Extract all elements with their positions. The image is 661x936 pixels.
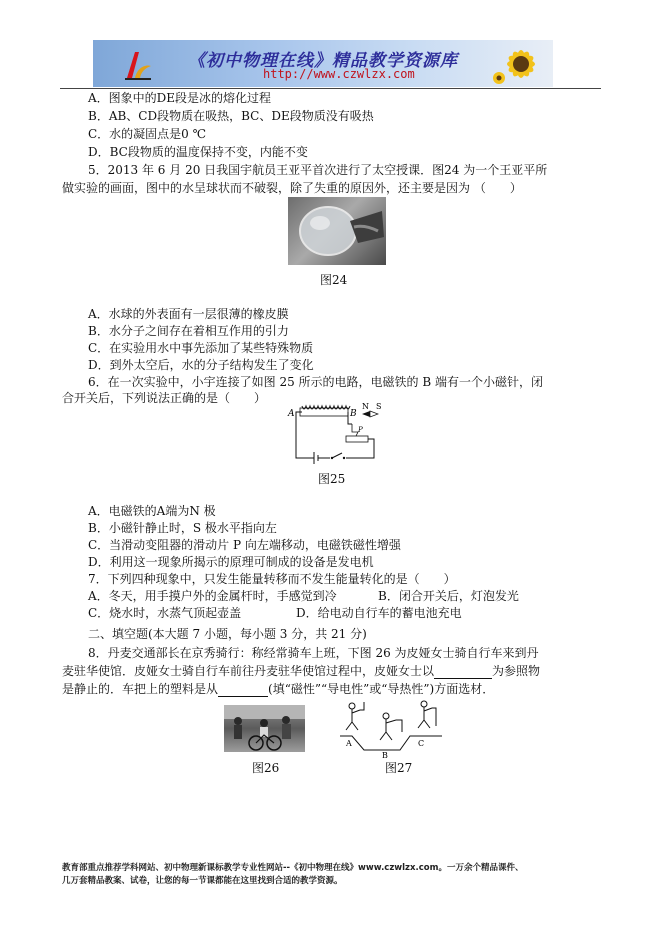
q7-option-c: C．烧水时，水蒸气顶起壶盖 <box>88 606 242 620</box>
header-banner <box>93 40 553 87</box>
fig27-label-a: A <box>346 739 352 748</box>
figure-27-drawing <box>338 698 444 758</box>
q5-option-a: A．水球的外表面有一层很薄的橡皮膜 <box>88 307 289 321</box>
banner-url[interactable]: http://www.czwlzx.com <box>263 67 415 81</box>
figure-26-caption: 图26 <box>252 761 280 775</box>
circuit-label-p: P <box>358 426 363 434</box>
q4-option-b: B．AB、CD段物质在吸热，BC、DE段物质没有吸热 <box>88 109 374 123</box>
q5-option-d: D．到外太空后，水的分子结构发生了变化 <box>88 358 314 372</box>
q5-stem-line1: 5．2013 年 6 月 20 日我国宇航员王亚平首次进行了太空授课．图24 为一个王亚平所 <box>88 163 548 177</box>
q8-blank-1[interactable] <box>434 666 492 679</box>
q8-stem-line2 <box>62 663 540 679</box>
q5-option-c: C．在实验用水中事先添加了某些特殊物质 <box>88 341 314 355</box>
circuit-label-a: A <box>288 409 295 419</box>
site-logo-icon <box>123 48 153 80</box>
fig27-label-b: B <box>382 751 388 758</box>
page-footer <box>62 862 622 888</box>
q4-option-a: A．图象中的DE段是冰的熔化过程 <box>88 91 272 105</box>
circuit-label-s: S <box>376 402 382 411</box>
q4-option-d: D．BC段物质的温度保持不变，内能不变 <box>88 145 308 159</box>
figure-24-caption: 图24 <box>320 273 348 287</box>
q6-stem-line2: 合开关后，下列说法正确的是（ ） <box>62 391 267 405</box>
banner-title: 《初中物理在线》精品教学资源库 <box>188 51 458 71</box>
q8-line3-tail: (填“磁性”“导电性”或“导热性”)方面选材． <box>268 682 495 696</box>
q6-option-b: B．小磁针静止时，S 极水平指向左 <box>88 521 277 535</box>
fig27-label-c: C <box>418 739 425 748</box>
q6-option-d: D．利用这一现象所揭示的原理可制成的设备是发电机 <box>88 555 374 569</box>
q6-option-a: A．电磁铁的A端为N 极 <box>88 504 216 518</box>
footer-line-1: 教育部重点推荐学科网站、初中物理新课标教学专业性网站--《初中物理在线》www.czwlzx.com。一万余个精品课件、 <box>62 863 524 873</box>
figure-24-photo <box>288 197 386 265</box>
q8-line2-tail: 为参照物 <box>492 664 541 678</box>
header-rule <box>60 88 601 89</box>
section-heading-fill-in: 二、填空题(本大题 7 小题，每小题 3 分，共 21 分) <box>88 627 367 641</box>
q7-option-d: D．给电动自行车的蓄电池充电 <box>296 606 462 620</box>
figure-27-caption: 图27 <box>385 761 413 775</box>
q4-option-c: C．水的凝固点是0 ℃ <box>88 127 207 141</box>
q6-stem-line1: 6．在一次实验中，小宇连接了如图 25 所示的电路，电磁铁的 B 端有一个小磁针，闭 <box>88 375 543 389</box>
q8-stem-line3 <box>62 681 494 697</box>
figure-25-caption: 图25 <box>318 472 346 486</box>
q8-line3-text: 是静止的．车把上的塑料是从 <box>62 682 219 696</box>
q8-line2-text: 麦驻华使馆．皮娅女士骑自行车前往丹麦驻华使馆过程中，皮娅女士以 <box>62 664 435 678</box>
q7-option-a: A．冬天，用手摸户外的金属杆时，手感觉到冷 <box>88 589 337 603</box>
q5-option-b: B．水分子之间存在着相互作用的引力 <box>88 324 289 338</box>
q7-stem: 7．下列四种现象中，只发生能量转移而不发生能量转化的是（ ） <box>88 572 456 586</box>
q8-stem-line1: 8．丹麦交通部长在京秀骑行：称经常骑车上班，下图 26 为皮娅女士骑自行车来到丹 <box>88 646 539 660</box>
circuit-label-b: B <box>350 409 357 419</box>
figure-26-photo <box>224 705 305 752</box>
q8-blank-2[interactable] <box>218 684 268 697</box>
sunflower-icon <box>491 42 549 86</box>
circuit-label-n: N <box>362 402 369 411</box>
q7-option-b: B．闭合开关后，灯泡发光 <box>378 589 519 603</box>
q5-stem-line2: 做实验的画面，图中的水呈球状而不破裂，除了失重的原因外，还主要是因为 （ ） <box>62 181 522 195</box>
footer-line-2: 几万套精品教案、试卷，让您的每一节课都能在这里找到合适的教学资源。 <box>62 876 343 886</box>
figure-25-circuit <box>280 402 390 464</box>
q6-option-c: C．当滑动变阻器的滑动片 P 向左端移动，电磁铁磁性增强 <box>88 538 401 552</box>
